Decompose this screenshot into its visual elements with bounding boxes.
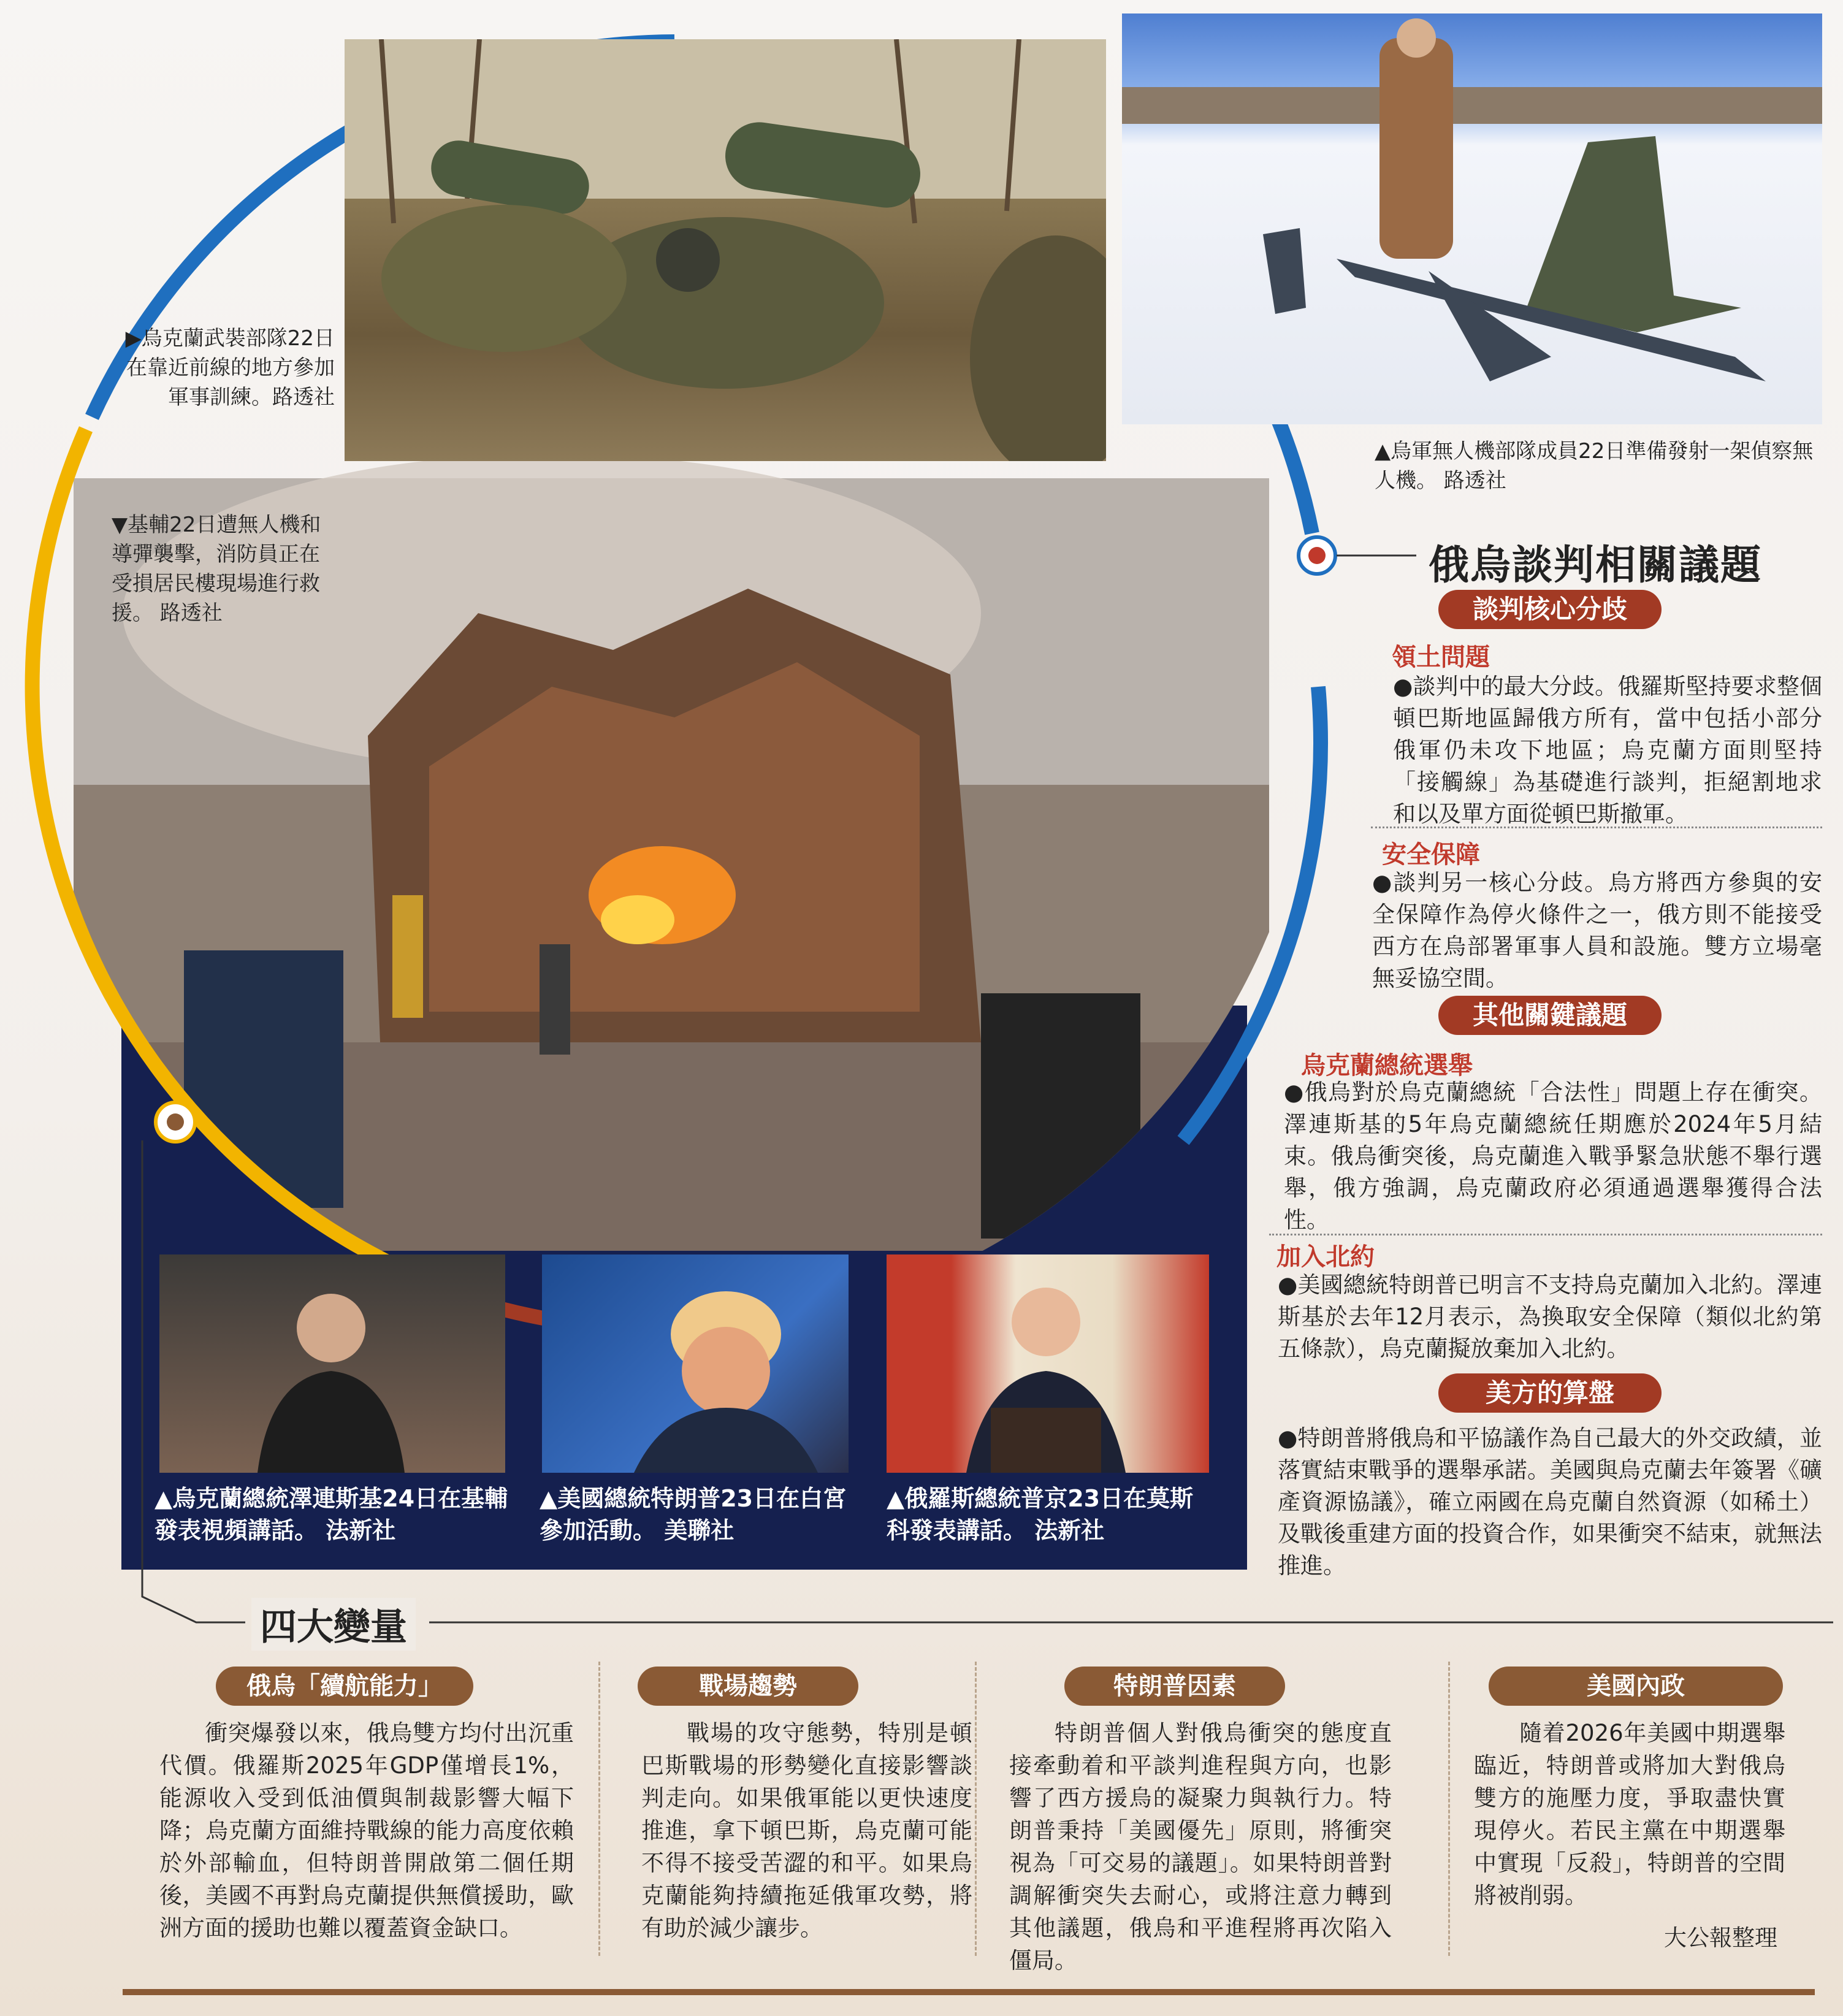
trump-caption: ▲美國總統特朗普23日在白宮參加活動。 美聯社: [540, 1485, 847, 1544]
putin-caption: ▲俄羅斯總統普京23日在莫斯科發表講話。 法新社: [887, 1485, 1194, 1544]
column-divider: [1448, 1662, 1450, 1956]
text-us: ●特朗普將俄烏和平協議作為自己最大的外交政績，並落實結束戰爭的選舉承諾。美國與烏克蘭去年簽署《礦產資源協議》，確立兩國在烏克蘭自然資源（如稀土）及戰後重建方面的投資合作，如果衝突不結束，就無法推進。: [1278, 1425, 1822, 1579]
zelensky-caption: ▲烏克蘭總統澤連斯基24日在基輔發表視頻講話。 法新社: [155, 1485, 508, 1544]
divider: [1269, 1234, 1822, 1235]
variable-label-2: 戰場趨勢: [638, 1667, 858, 1706]
drone-photo: [1122, 13, 1822, 424]
zelensky-photo: [159, 1254, 505, 1473]
credit: 大公報整理: [1664, 1925, 1777, 1951]
variables-title: 四大變量: [251, 1598, 416, 1651]
section-label-other: 其他關鍵議題: [1438, 996, 1662, 1035]
putin-photo: [887, 1254, 1209, 1473]
soldiers-caption: ▶烏克蘭武裝部隊22日在靠近前線的地方參加軍事訓練。路透社: [125, 326, 335, 410]
heading-election: 烏克蘭總統選舉: [1301, 1052, 1473, 1080]
variable-text-2: 戰場的攻守態勢，特別是頓巴斯戰場的形勢變化直接影響談判走向。如果俄軍能以更快速度推進，拿下頓巴斯，烏克蘭可能不得不接受苦澀的和平。如果烏克蘭能夠持續拖延俄軍攻勢，將有助於減少讓步。: [641, 1720, 972, 1941]
variable-text-1: 衝突爆發以來，俄烏雙方均付出沉重代價。俄羅斯2025年GDP僅增長1%，能源收入受到低油價與制裁影響大幅下降；烏克蘭方面維持戰線的能力高度依賴於外部輸血，但特朗普開啟第二個任期後，美國不再對烏克蘭提供無償援助，歐洲方面的援助也難以覆蓋資金缺口。: [159, 1720, 574, 1941]
column-divider: [975, 1662, 977, 1956]
bottom-rule: [123, 1989, 1815, 1995]
divider: [1371, 827, 1822, 828]
text-nato: ●美國總統特朗普已明言不支持烏克蘭加入北約。澤連斯基於去年12月表示，為換取安全保障（類似北約第五條款），烏克蘭擬放棄加入北約。: [1278, 1272, 1822, 1362]
text-election: ●俄烏對於烏克蘭總統「合法性」問題上存在衝突。澤連斯基的5年烏克蘭總統任期應於2024年5月結束。俄烏衝突後，烏克蘭進入戰爭緊急狀態不舉行選舉，俄方強調，烏克蘭政府必須通過選舉獲得合法性。: [1284, 1079, 1822, 1233]
kyiv-caption: ▼基輔22日遭無人機和導彈襲擊，消防員正在受損居民樓現場進行救援。 路透社: [112, 513, 321, 625]
main-title: 俄烏談判相關議題: [1429, 541, 1762, 589]
column-divider: [598, 1662, 600, 1956]
drone-caption: ▲烏軍無人機部隊成員22日準備發射一架偵察無人機。 路透社: [1375, 439, 1814, 493]
variable-label-4: 美國內政: [1489, 1667, 1783, 1706]
trump-photo: [542, 1254, 849, 1473]
variable-label-1: 俄烏「續航能力」: [216, 1667, 473, 1706]
heading-nato: 加入北約: [1276, 1243, 1375, 1271]
variable-text-3: 特朗普個人對俄烏衝突的態度直接牽動着和平談判進程與方向，也影響了西方援烏的凝聚力與執行力。特朗普秉持「美國優先」原則，將衝突視為「可交易的議題」。如果特朗普對調解衝突失去耐心，或將注意力轉到其他議題，俄烏和平進程將再次陷入僵局。: [1009, 1720, 1392, 1974]
variable-text-4: 隨着2026年美國中期選舉臨近，特朗普或將加大對俄烏雙方的施壓力度，爭取盡快實現停火。若民主黨在中期選舉中實現「反殺」，特朗普的空間將被削弱。: [1474, 1720, 1785, 1909]
variable-label-3: 特朗普因素: [1064, 1667, 1285, 1706]
text-territory: ●談判中的最大分歧。俄羅斯堅持要求整個頓巴斯地區歸俄方所有，當中包括小部分俄軍仍未攻下地區；烏克蘭方面則堅持「接觸線」為基礎進行談判，拒絕割地求和以及單方面從頓巴斯撤軍。: [1393, 673, 1822, 827]
heading-territory: 領土問題: [1392, 643, 1490, 671]
section-label-us: 美方的算盤: [1438, 1373, 1662, 1413]
text-security: ●談判另一核心分歧。烏方將西方參與的安全保障作為停火條件之一，俄方則不能接受西方在烏部署軍事人員和設施。雙方立場毫無妥協空間。: [1372, 869, 1822, 991]
soldiers-photo: [345, 39, 1106, 461]
heading-security: 安全保障: [1382, 841, 1480, 869]
section-label-core: 談判核心分歧: [1438, 590, 1662, 629]
